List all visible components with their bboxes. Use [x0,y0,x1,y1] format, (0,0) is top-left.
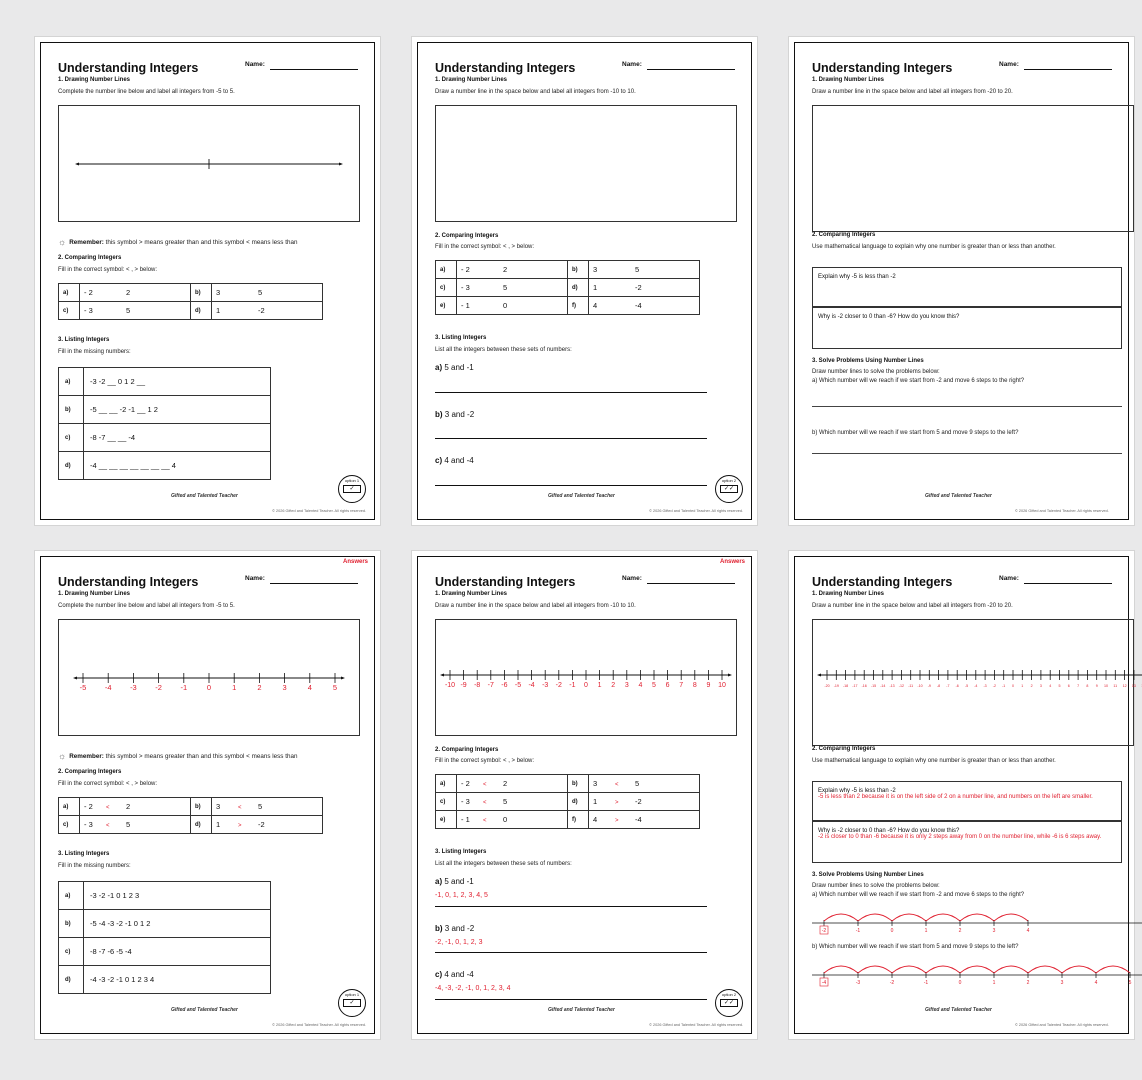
name-line [270,583,358,584]
tick-label: 0 [206,683,212,692]
answer-line [812,406,1122,407]
tick-label: -2 [155,683,162,692]
tick-label: 9 [706,682,711,689]
tick-label: -9 [460,682,467,689]
tick-label: -18 [842,684,849,688]
instruction: Fill in the missing numbers: [58,349,131,355]
tick-label: -4 [821,980,827,986]
tick-label: 8 [692,682,697,689]
jump-number-line-a [812,897,1142,937]
worksheet-frame [417,556,752,1034]
list-question: a) 5 and -1 [435,363,474,372]
instruction: Use mathematical language to explain why one number is greater than or less than another. [812,244,1056,250]
tick-label: 2 [257,683,262,692]
tick-label: -2 [555,682,562,689]
worksheet-frame [40,42,375,520]
tick-label: 2 [1026,980,1030,986]
answer-line [435,952,707,953]
tick-label: -3 [130,683,137,692]
jump-arc [1096,966,1130,973]
comparison-table: a) - 2 < 2 b) 3 < 5 c) - 3 < 5 d) 1 > -2 [58,797,323,834]
number-line-box [58,105,360,222]
instruction: Draw a number line in the space below and label all integers from -20 to 20. [812,89,1013,95]
copyright: © 2026 Gifted and Talented Teacher. All rights reserved. [1015,1023,1109,1027]
comparison-table: a) - 2 2 b) 3 5 c) - 3 5 d) 1 -2 e) - 1 0 f) 4 -4 [435,260,700,315]
tick-label: 7 [679,682,684,689]
list-question: c) 4 and -4 [435,456,474,465]
section-heading: 2. Comparing Integers [435,747,499,753]
instruction: Fill in the missing numbers: [58,863,131,869]
name-line [270,69,358,70]
option-badge: option 2 ✓✓ [715,989,743,1017]
tick-label: -12 [898,684,905,688]
section-heading: 1. Drawing Number Lines [812,77,885,83]
name-label: Name: [999,61,1019,68]
section-heading: 3. Solve Problems Using Number Lines [812,358,924,364]
tick-label: -11 [908,684,914,688]
tick-label: -4 [104,683,112,692]
worksheet-title: Understanding Integers [812,575,953,589]
worksheet-option2-answers [412,551,757,1039]
tick-label: 0 [890,928,894,934]
section-heading: 2. Comparing Integers [435,233,499,239]
explain-box: Why is -2 closer to 0 than -6? How do you know this? -2 is closer to 0 than -6 because it is only 2 steps away from 0 on the number line, while -6 is 6 steps away. [812,821,1122,863]
tick-label: 6 [665,682,670,689]
problem-a: a) Which number will we reach if we start from -2 and move 6 steps to the right? [812,378,1025,384]
name-label: Name: [999,575,1019,582]
answer-line [435,392,707,393]
instruction: Complete the number line below and label all integers from -5 to 5. [58,89,235,95]
tick-label: 2 [1030,684,1033,688]
name-line [1024,583,1112,584]
tick-label: 2 [611,682,616,689]
tick-label: 8 [1086,684,1089,688]
number-line-box [435,105,737,222]
comparison-table: a) - 2 2 b) 3 5 c) - 3 5 d) 1 -2 [58,283,323,320]
jump-arc [994,966,1028,973]
list-question: a) 5 and -1 [435,877,474,886]
option-badge: option 2 ✓✓ [715,475,743,503]
tick-label: 4 [1026,928,1030,934]
tick-label: -10 [444,682,456,689]
tick-label: -7 [487,682,494,689]
check-icon: ✓ [343,485,361,493]
section-heading: 3. Listing Integers [435,335,487,341]
answers-tag: Answers [342,559,368,565]
tick-label: 10 [718,682,726,689]
brand-logo: Gifted and Talented Teacher [548,1007,615,1013]
number-line-box [812,105,1134,232]
list-question: b) 3 and -2 [435,410,475,419]
name-line [647,583,735,584]
number-line-box [435,619,737,736]
copyright: © 2026 Gifted and Talented Teacher. All rights reserved. [649,509,743,513]
section-heading: 1. Drawing Number Lines [435,77,508,83]
tick-label: 3 [282,683,287,692]
tick-label: 1 [597,682,602,689]
tick-label: -20 [824,684,830,688]
tick-label: 5 [1128,980,1132,986]
arrow-right-icon [728,674,732,677]
section-heading: 3. Listing Integers [58,337,110,343]
section-heading: 2. Comparing Integers [812,746,876,752]
section-heading: 2. Comparing Integers [58,255,122,261]
answer-line [812,453,1122,454]
jump-arc [858,966,892,973]
worksheet-option1-blank [35,37,380,525]
tick-label: -1 [569,682,576,689]
check-icon: ✓✓ [720,485,738,493]
explain-box: Explain why -5 is less than -2 [812,267,1122,307]
jump-arc [858,914,892,921]
tick-label: -8 [474,682,481,689]
name-label: Name: [245,575,265,582]
tick-label: 13 [1131,684,1136,688]
tick-label: -5 [79,683,87,692]
section-heading: 1. Drawing Number Lines [435,591,508,597]
worksheet-option2-blank [412,37,757,525]
check-icon: ✓ [343,999,361,1007]
tick-label: -14 [880,684,886,688]
tick-label: 4 [1094,980,1098,986]
tick-label: -7 [946,684,950,688]
number-line [59,106,359,221]
answer-line [435,906,707,907]
tick-label: -3 [983,684,987,688]
explain-box: Why is -2 closer to 0 than -6? How do you know this? [812,307,1122,349]
instruction: Fill in the correct symbol: < , > below: [58,267,158,273]
remember-note: ☼ Remember: this symbol > means greater than and this symbol < means less than [58,237,298,247]
instruction: Fill in the correct symbol: < , > below: [58,781,158,787]
tick-label: 5 [332,683,338,692]
lightbulb-icon: ☼ [58,237,67,247]
tick-label: -1 [923,980,929,986]
section-heading: 1. Drawing Number Lines [812,591,885,597]
missing-numbers-table: a) -3 -2 __ 0 1 2 __ b) -5 __ __ -2 -1 __ 1 2 c) -8 -7 __ __ -4 d) -4 __ __ __ __ __ __ __ 4 [58,367,271,480]
tick-label: 1 [232,683,237,692]
brand-logo: Gifted and Talented Teacher [548,493,615,499]
name-label: Name: [245,61,265,68]
tick-label: 5 [652,682,656,689]
answers-tag: Answers [719,559,745,565]
instruction: Draw a number line in the space below and label all integers from -10 to 10. [435,89,636,95]
tick-label: 2 [958,928,962,934]
tick-label: 3 [992,928,996,934]
list-answer: -2, -1, 0, 1, 2, 3 [435,939,483,946]
tick-label: 7 [1077,684,1080,688]
tick-label: 11 [1113,684,1118,688]
copyright: © 2026 Gifted and Talented Teacher. All rights reserved. [1015,509,1109,513]
tick-label: -8 [936,684,941,688]
list-answer: -4, -3, -2, -1, 0, 1, 2, 3, 4 [435,985,511,992]
tick-label: -1 [1002,684,1006,688]
jump-arc [926,914,960,921]
tick-label: -15 [870,684,877,688]
tick-label: -6 [501,682,508,689]
problem-b: b) Which number will we reach if we start from 5 and move 9 steps to the left? [812,944,1019,950]
section-heading: 1. Drawing Number Lines [58,591,131,597]
tick-label: -10 [917,684,923,688]
instruction: Draw number lines to solve the problems below: [812,883,940,889]
missing-numbers-table: a) -3 -2 -1 0 1 2 3 b) -5 -4 -3 -2 -1 0 1 2 c) -8 -7 -6 -5 -4 d) -4 -3 -2 -1 0 1 2 3 4 [58,881,271,994]
tick-label: 0 [958,980,962,986]
jump-arc [960,914,994,921]
name-label: Name: [622,61,642,68]
instruction: Fill in the correct symbol: < , > below: [435,758,535,764]
arrow-right-icon [341,677,345,680]
tick-label: 0 [584,682,588,689]
copyright: © 2026 Gifted and Talented Teacher. All rights reserved. [272,509,366,513]
arrow-left-icon [817,674,821,677]
jump-arc [926,966,960,973]
tick-label: -19 [833,684,839,688]
section-heading: 1. Drawing Number Lines [58,77,131,83]
answer-line [435,485,707,486]
tick-label: 10 [1104,684,1108,688]
tick-label: 6 [1067,684,1070,688]
worksheet-frame [794,556,1136,1034]
answer-number-line [813,620,1136,745]
comparison-table: a) - 2 < 2 b) 3 < 5 c) - 3 < 5 d) 1 > -2 e) - 1 < 0 f) 4 > -4 [435,774,700,829]
jump-arc [1028,966,1062,973]
tick-label: -13 [889,684,895,688]
worksheet-option3-blank [789,37,1134,525]
jump-arc [892,914,926,921]
tick-label: -6 [955,684,959,688]
list-question: c) 4 and -4 [435,970,474,979]
tick-label: 3 [1039,684,1042,688]
number-line-box [58,619,360,736]
jump-arc [960,966,994,973]
list-question: b) 3 and -2 [435,924,475,933]
worksheet-frame [417,42,752,520]
instruction: Fill in the correct symbol: < , > below: [435,244,535,250]
answer-number-line [436,620,736,735]
answer-line [435,999,707,1000]
tick-label: -3 [855,980,861,986]
tick-label: 4 [638,682,643,689]
explain-box: Explain why -5 is less than -2 -5 is less than 2 because it is on the left side of 2 on a number line, and numbers on the left are smaller. [812,781,1122,821]
section-heading: 3. Solve Problems Using Number Lines [812,872,924,878]
worksheet-title: Understanding Integers [435,61,576,75]
tick-label: 9 [1095,684,1098,688]
instruction: Complete the number line below and label all integers from -5 to 5. [58,603,235,609]
check-icon: ✓✓ [720,999,738,1007]
name-label: Name: [622,575,642,582]
name-line [647,69,735,70]
arrow-left-icon [73,677,77,680]
arrow-left-icon [440,674,444,677]
tick-label: 1 [1021,684,1024,688]
tick-label: -2 [821,928,827,934]
tick-label: 5 [1058,684,1061,688]
jump-arc [824,966,858,973]
instruction: List all the integers between these sets of numbers: [435,861,572,867]
worksheet-option3-answers [789,551,1134,1039]
name-line [1024,69,1112,70]
jump-arc [1062,966,1096,973]
tick-label: -2 [992,684,997,688]
tick-label: 1 [992,980,996,986]
tick-label: -5 [514,682,522,689]
tick-label: 3 [1060,980,1064,986]
option-badge: option 1 ✓ [338,989,366,1017]
tick-label: -1 [180,683,188,692]
option-badge: option 1 ✓ [338,475,366,503]
worksheet-option1-answers [35,551,380,1039]
list-answer: -1, 0, 1, 2, 3, 4, 5 [435,892,488,899]
jump-arc [892,966,926,973]
brand-logo: Gifted and Talented Teacher [925,493,992,499]
tick-label: -3 [542,682,549,689]
instruction: Draw number lines to solve the problems below: [812,369,940,375]
tick-label: -2 [889,980,895,986]
brand-logo: Gifted and Talented Teacher [171,1007,238,1013]
tick-label: 4 [307,683,312,692]
instruction: Draw a number line in the space below and label all integers from -20 to 20. [812,603,1013,609]
worksheet-title: Understanding Integers [435,575,576,589]
tick-label: -17 [852,684,858,688]
remember-note: ☼ Remember: this symbol > means greater than and this symbol < means less than [58,751,298,761]
copyright: © 2026 Gifted and Talented Teacher. All rights reserved. [649,1023,743,1027]
answer-number-line [59,620,359,735]
problem-a: a) Which number will we reach if we start from -2 and move 6 steps to the right? [812,892,1025,898]
lightbulb-icon: ☼ [58,751,67,761]
instruction: List all the integers between these sets of numbers: [435,347,572,353]
answer-line [435,438,707,439]
worksheet-frame [794,42,1129,520]
brand-logo: Gifted and Talented Teacher [171,493,238,499]
instruction: Use mathematical language to explain why one number is greater than or less than another. [812,758,1056,764]
worksheet-title: Understanding Integers [58,61,199,75]
brand-logo: Gifted and Talented Teacher [925,1007,992,1013]
worksheet-title: Understanding Integers [58,575,199,589]
tick-label: 3 [624,682,629,689]
section-heading: 3. Listing Integers [58,851,110,857]
tick-label: 0 [1012,684,1014,688]
tick-label: -5 [964,684,969,688]
tick-label: -16 [861,684,867,688]
jump-number-line-b [812,949,1142,989]
section-heading: 2. Comparing Integers [58,769,122,775]
section-heading: 2. Comparing Integers [812,232,876,238]
tick-label: -1 [855,928,861,934]
tick-label: -4 [974,684,978,688]
worksheet-frame [40,556,375,1034]
tick-label: -9 [927,684,931,688]
copyright: © 2026 Gifted and Talented Teacher. All rights reserved. [272,1023,366,1027]
tick-label: 1 [924,928,928,934]
tick-label: 4 [1049,684,1052,688]
tick-label: -4 [528,682,535,689]
jump-arc [994,914,1028,921]
problem-b: b) Which number will we reach if we start from 5 and move 9 steps to the left? [812,430,1019,436]
section-heading: 3. Listing Integers [435,849,487,855]
jump-arc [824,914,858,921]
tick-label: 12 [1122,684,1127,688]
number-line-box [812,619,1134,746]
instruction: Draw a number line in the space below and label all integers from -10 to 10. [435,603,636,609]
worksheet-title: Understanding Integers [812,61,953,75]
